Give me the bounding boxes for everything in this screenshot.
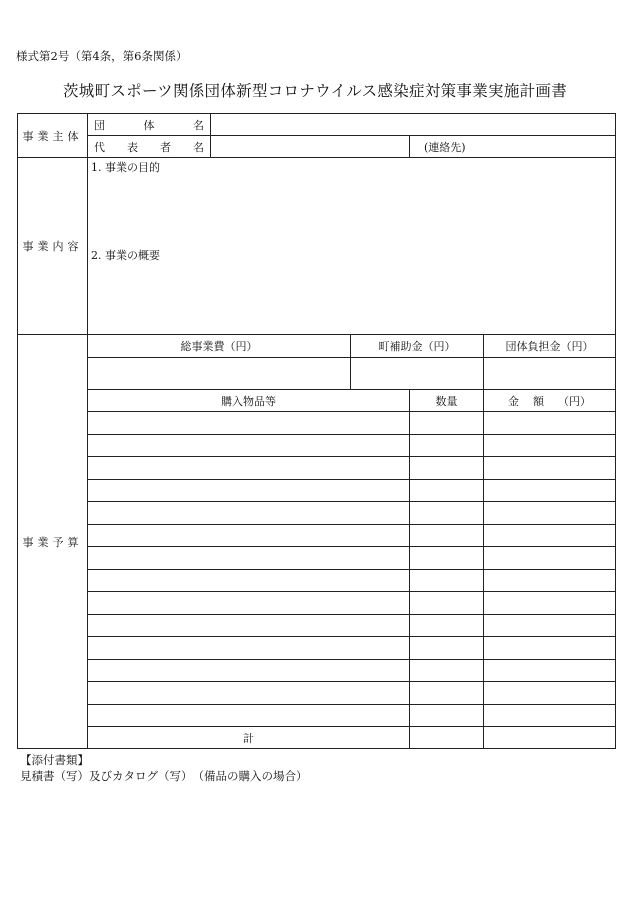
attachments-title: 【添付書類】: [20, 753, 89, 767]
plan-table: [17, 113, 616, 749]
amount-cell[interactable]: [484, 457, 616, 480]
amount-cell[interactable]: [484, 412, 616, 435]
item-cell[interactable]: [88, 592, 410, 615]
item-cell[interactable]: [88, 704, 410, 727]
item-cell[interactable]: [88, 524, 410, 547]
attachments-line: 見積書（写）及びカタログ（写） （備品の購入の場合）: [20, 769, 308, 783]
total-cost-field[interactable]: [88, 358, 351, 390]
amount-cell[interactable]: [484, 659, 616, 682]
amount-cell[interactable]: [484, 704, 616, 727]
amount-cell[interactable]: [484, 614, 616, 637]
item-cell[interactable]: [88, 569, 410, 592]
table-row: [18, 524, 616, 547]
quantity-cell[interactable]: [410, 614, 484, 637]
table-row: [18, 682, 616, 705]
subsidy-field[interactable]: [351, 358, 484, 390]
amount-cell[interactable]: [484, 682, 616, 705]
table-row: [18, 412, 616, 435]
quantity-cell[interactable]: [410, 412, 484, 435]
item-cell[interactable]: [88, 479, 410, 502]
amount-cell[interactable]: [484, 502, 616, 525]
quantity-cell[interactable]: [410, 659, 484, 682]
table-row: [18, 434, 616, 457]
section-content: 事業内容: [18, 158, 88, 335]
items-header: 購入物品等: [88, 390, 410, 412]
section-budget: 事業予算: [18, 335, 88, 749]
item-cell[interactable]: [88, 614, 410, 637]
table-row: [18, 659, 616, 682]
section-entity: 事業主体: [18, 114, 88, 158]
amount-cell[interactable]: [484, 592, 616, 615]
total-amount-cell[interactable]: [484, 727, 616, 749]
org-name-label: 団 体 名: [88, 114, 211, 136]
amount-cell[interactable]: [484, 547, 616, 570]
table-row: [18, 502, 616, 525]
subsidy-header: 町補助金（円）: [351, 335, 484, 358]
total-quantity-cell[interactable]: [410, 727, 484, 749]
amount-cell[interactable]: [484, 479, 616, 502]
amount-cell[interactable]: [484, 434, 616, 457]
item-cell[interactable]: [88, 502, 410, 525]
contact-field[interactable]: (連絡先): [410, 136, 616, 158]
quantity-cell[interactable]: [410, 434, 484, 457]
quantity-cell[interactable]: [410, 704, 484, 727]
amount-cell[interactable]: [484, 569, 616, 592]
table-row: [18, 637, 616, 660]
table-row: [18, 479, 616, 502]
burden-field[interactable]: [484, 358, 616, 390]
purpose-label: 1. 事業の目的: [91, 161, 160, 174]
table-row: [18, 457, 616, 480]
representative-field[interactable]: [211, 136, 410, 158]
item-cell[interactable]: [88, 547, 410, 570]
table-row: [18, 547, 616, 570]
item-cell[interactable]: [88, 637, 410, 660]
quantity-cell[interactable]: [410, 637, 484, 660]
item-cell[interactable]: [88, 682, 410, 705]
quantity-cell[interactable]: [410, 457, 484, 480]
amount-header: 金 額 （円）: [484, 390, 616, 412]
overview-label: 2. 事業の概要: [91, 249, 160, 262]
quantity-cell[interactable]: [410, 479, 484, 502]
form-number: 様式第2号（第4条，第6条関係）: [16, 49, 188, 63]
table-row: [18, 569, 616, 592]
quantity-cell[interactable]: [410, 592, 484, 615]
table-row: [18, 614, 616, 637]
quantity-cell[interactable]: [410, 502, 484, 525]
amount-cell[interactable]: [484, 637, 616, 660]
burden-header: 団体負担金（円）: [484, 335, 616, 358]
item-cell[interactable]: [88, 659, 410, 682]
table-row: [18, 704, 616, 727]
quantity-cell[interactable]: [410, 524, 484, 547]
total-label: 計: [88, 727, 410, 749]
representative-label: 代 表 者 名: [88, 136, 211, 158]
quantity-cell[interactable]: [410, 682, 484, 705]
content-field[interactable]: [88, 158, 616, 335]
form-title: 茨城町スポーツ関係団体新型コロナウイルス感染症対策事業実施計画書: [62, 82, 568, 100]
item-cell[interactable]: [88, 457, 410, 480]
item-cell[interactable]: [88, 412, 410, 435]
table-row: [18, 592, 616, 615]
org-name-field[interactable]: [211, 114, 616, 136]
amount-cell[interactable]: [484, 524, 616, 547]
quantity-header: 数量: [410, 390, 484, 412]
quantity-cell[interactable]: [410, 547, 484, 570]
item-cell[interactable]: [88, 434, 410, 457]
quantity-cell[interactable]: [410, 569, 484, 592]
total-cost-header: 総事業費（円）: [88, 335, 351, 358]
